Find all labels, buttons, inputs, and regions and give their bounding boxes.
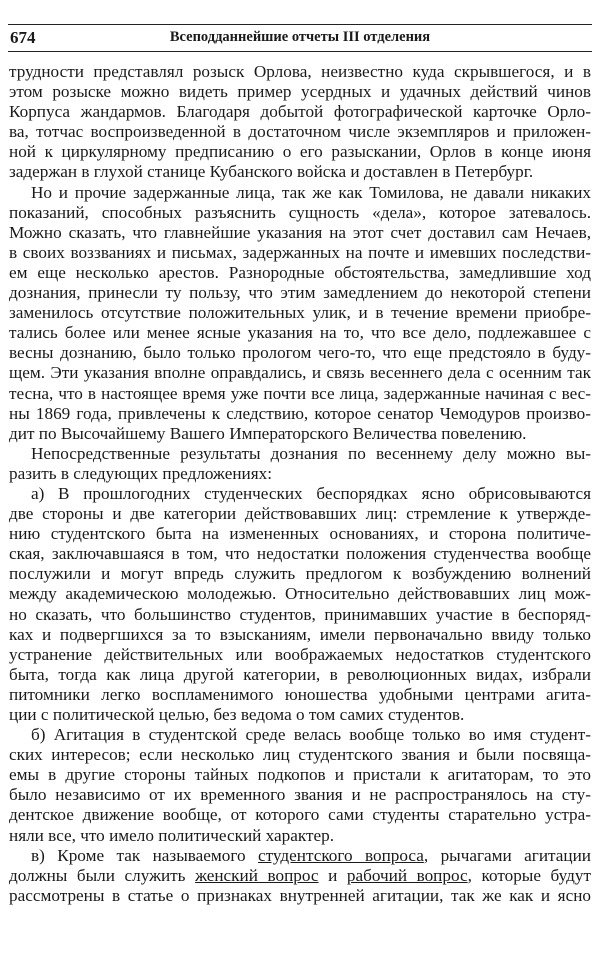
text-line [9,524,591,544]
text-segment: дознания, принесли ту пользу, что этим замедлением до некоторой степени [9,283,591,303]
text-line [9,785,591,805]
text-line [9,62,591,82]
paragraph [9,444,591,484]
text-segment: нию студентского быта на измененных основаниях, и сторона политиче- [9,524,591,544]
text-segment: , рычагами агитации [423,845,591,865]
text-line [9,685,591,705]
text-line [9,544,591,564]
text-line [9,82,591,102]
text-segment: ной к циркулярному предписанию о его разыскании, Орлов в конце июня [9,142,591,162]
text-segment: задержан в глухой станице Кубанского войска и доставлен в Петербург. [9,162,534,182]
text-segment: ках и подвергшихся за то взысканиям, имели первоначально ввиду только [9,624,591,644]
text-line [9,303,591,323]
text-line [9,203,591,223]
text-line [9,444,591,464]
text-segment: между академическою молодежью. Относительно действовавших лиц мож- [9,584,591,604]
underlined-term: студентского вопроса [257,845,424,865]
text-segment: рассмотрены в статье о признаках внутренней агитации, так же как и ясно [9,885,591,905]
underlined-term: рабочий вопрос [346,865,468,885]
text-segment: но сказать, что большинство студентов, принимавших участие в беспоряд- [9,604,591,624]
text-segment: ва, тотчас воспроизведенной в достаточном числе экземпляров и приложен- [9,122,591,142]
header-bottom-rule [8,51,592,52]
paragraph [9,846,591,906]
text-segment: должны были служить [9,865,196,885]
text-line [9,805,591,825]
text-segment: послужили и могут впредь служить предлогом к возбуждению волнений [9,564,591,584]
text-segment: ции с политической целью, без ведома о том самих студентов. [9,705,465,724]
text-line [9,645,591,665]
text-line [9,846,591,866]
text-segment: щем. Эти указания вполне оправдались, и связь весеннего дела с осенним так [9,363,591,383]
text-line [9,162,591,182]
text-line [9,745,591,765]
text-segment: ских интересов; если несколько лиц студентского звания и были посвяща- [9,745,591,765]
text-segment: тесна, что в настоящее время уже почти все лица, задержанные начиная с вес- [9,383,591,403]
page-number: 674 [10,28,36,47]
text-segment: весны дознанию, было только прологом чего-то, что еще предстояло в буду- [9,343,591,363]
text-segment: Корпуса жандармов. Благодаря добытой фотографической карточке Орло- [9,102,591,122]
text-line [9,122,591,142]
text-segment: тались более или менее ясные указания на то, что все дело, подлежавшее с [9,323,591,343]
text-segment: питомники легко воспламенимого юношества удобными центрами агита- [9,684,591,704]
text-line [9,705,591,725]
paragraph [9,725,591,846]
text-line [9,102,591,122]
text-line [9,584,591,604]
text-segment: в своих воззваниях и письмах, задержанных на почте и имевших последстви- [9,242,591,262]
text-line [9,564,591,584]
text-line [9,384,591,404]
paragraph [9,484,591,725]
text-segment: , которые будут [467,865,591,885]
text-segment: ская, заключавшаяся в том, что недостатки положения студенчества вообще [9,544,591,564]
underlined-term: женский вопрос [195,865,319,885]
text-line [9,243,591,263]
paragraph [9,183,591,444]
paragraph [9,62,591,183]
text-segment: няли все, что имело политический характер. [9,825,335,845]
text-line [9,504,591,524]
text-line [9,605,591,625]
text-segment: две стороны и две категории действовавших лиц: стремление к утвержде- [9,504,591,524]
running-header [8,28,592,48]
text-segment: дит по Высочайшему Вашего Императорского Величества повелению. [9,423,527,443]
text-line [9,323,591,343]
text-segment: Непосредственные результаты дознания по весеннему делу можно вы- [31,443,591,463]
text-line [9,283,591,303]
header-top-rule [8,24,592,25]
text-segment: Можно сказать, что главнейшие указания на этот счет доставил сам Нечаев, [9,222,591,242]
text-line [9,886,591,906]
text-segment: дентское движение вообще, от которого сами студенты старательно устра- [9,805,591,825]
text-line [9,765,591,785]
text-segment: и [318,865,347,885]
text-line [9,404,591,424]
text-segment: разить в следующих предложениях: [9,463,273,483]
text-line [9,363,591,383]
text-segment: этом розыске можно видеть пример усердных и удачных действий чинов [9,82,591,102]
text-line [9,625,591,645]
text-line [9,484,591,504]
text-segment: Но и прочие задержанные лица, так же как Томилова, не давали никаких [31,182,591,202]
running-title: Всеподданнейшие отчеты III отделения [169,29,431,45]
text-line [9,464,591,484]
text-segment: б) Агитация в студентской среде велась вообще только во имя студент- [31,725,591,745]
text-segment: трудности представлял розыск Орлова, неизвестно куда скрывшегося, и в [9,62,591,81]
text-line [9,142,591,162]
text-segment: а) В прошлогодних студенческих беспорядках ясно обрисовываются [31,483,591,503]
page-body [9,62,591,906]
text-line [9,866,591,886]
text-line [9,223,591,243]
text-segment: быта, тогда как лица другой категории, в революционных видах, избрали [9,664,591,684]
text-line [9,424,591,444]
text-segment: емы в другие стороны тайных подкопов и пристали к агитаторам, то это [9,765,591,785]
text-line [9,263,591,283]
text-line [9,183,591,203]
text-segment: ем еще несколько арестов. Разнородные обстоятельства, замедлившие ход [9,262,591,282]
text-line [9,725,591,745]
text-segment: заменилось отсутствие положительных улик, и в течение времени приобре- [9,303,591,323]
text-segment: показаний, способных разъяснить сущность «дела», которое затевалось. [9,202,591,222]
text-segment: устранение действительных или воображаемых недостатков студентского [9,644,591,664]
text-segment: было независимо от их временного звания и не распространялось на сту- [9,785,591,805]
text-line [9,665,591,685]
text-segment: в) Кроме так называемого [31,845,258,865]
text-line [9,826,591,846]
text-line [9,343,591,363]
text-segment: ны 1869 года, привлечены к следствию, которое сенатор Чемодуров произво- [9,403,591,423]
